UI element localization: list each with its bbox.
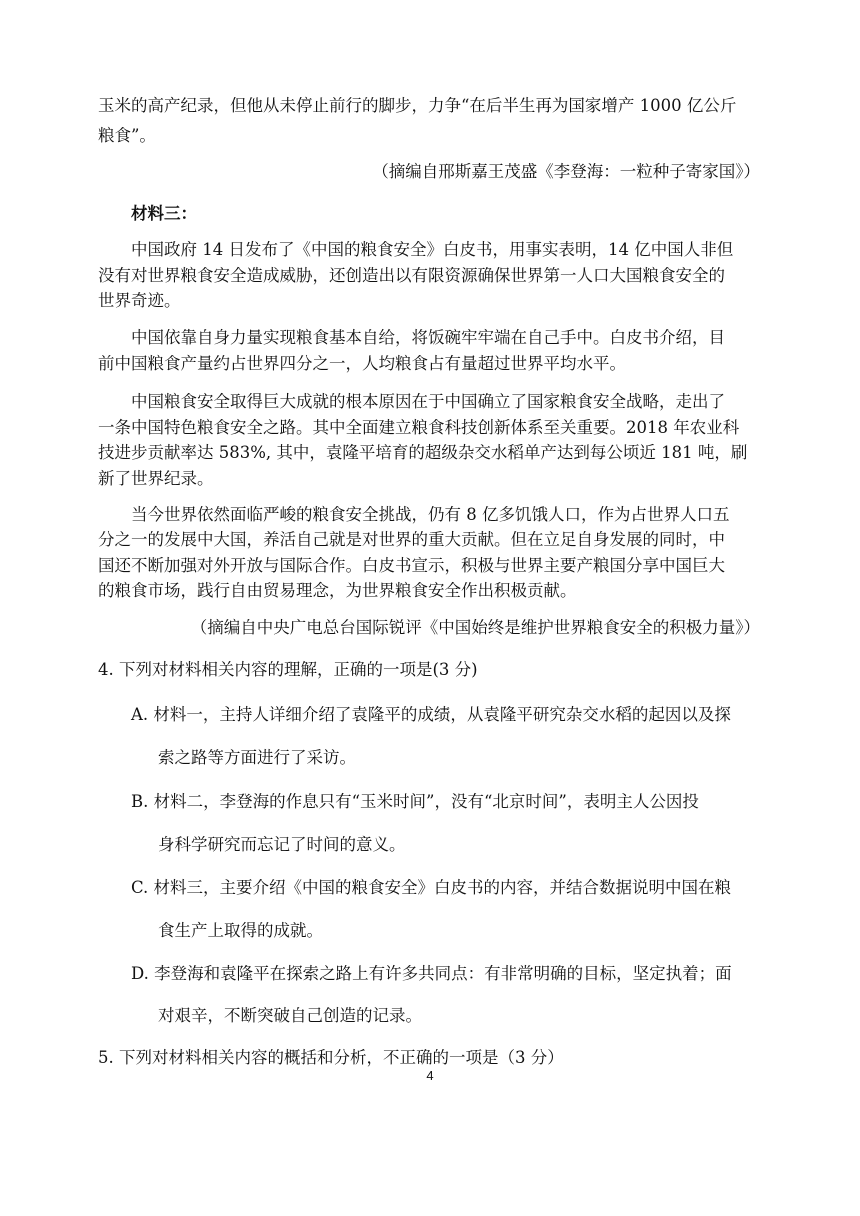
body-text-line: 国还不断加强对外开放与国际合作。白皮书宣示，积极与世界主要产粮国分享中国巨大 — [98, 556, 725, 575]
body-text-line: 前中国粮食产量约占世界四分之一，人均粮食占有量超过世界平均水平。 — [98, 354, 626, 373]
body-text-line: 的粮食市场，践行自由贸易理念，为世界粮食安全作出积极贡献。 — [98, 581, 577, 600]
source-citation: （摘编自中央广电总台国际锐评《中国始终是维护世界粮食安全的积极力量》） — [190, 618, 760, 637]
body-text-line: 玉米的高产纪录，但他从未停止前行的脚步，力争“在后半生再为国家增产 1000 亿公斤 — [98, 96, 737, 115]
body-text-line: 一条中国特色粮食安全之路。其中全面建立粮食科技创新体系至关重要。2018 年农业科 — [98, 418, 740, 437]
source-citation: （摘编自邢斯嘉王茂盛《李登海：一粒种子寄家国》） — [372, 162, 760, 181]
section-heading: 材料三： — [131, 204, 197, 223]
body-text-line: 当今世界依然面临严峻的粮食安全挑战，仍有 8 亿多饥饿人口，作为占世界人口五 — [131, 505, 730, 524]
question-4-option-d: D. 李登海和袁隆平在探索之路上有许多共同点：有非常明确的目标，坚定执着；面 — [131, 964, 732, 983]
body-text-line: 粮食”。 — [98, 126, 156, 145]
question-4-option-a: A. 材料一，主持人详细介绍了袁隆平的成绩，从袁隆平研究杂交水稻的起因以及探 — [131, 705, 731, 724]
question-4-option-c: 食生产上取得的成就。 — [158, 921, 323, 940]
body-text-line: 中国粮食安全取得巨大成就的根本原因在于中国确立了国家粮食安全战略，走出了 — [131, 392, 725, 411]
question-4-option-a: 索之路等方面进行了采访。 — [158, 748, 356, 767]
question-4-option-d: 对艰辛，不断突破自己创造的记录。 — [158, 1006, 422, 1025]
question-4-option-b: B. 材料二，李登海的作息只有“玉米时间”，没有“北京时间”，表明主人公因投 — [131, 792, 699, 811]
body-text-line: 世界奇迹。 — [98, 291, 181, 310]
question-4-option-b: 身科学研究而忘记了时间的意义。 — [158, 835, 406, 854]
body-text-line: 没有对世界粮食安全造成威胁，还创造出以有限资源确保世界第一人口大国粮食安全的 — [98, 266, 725, 285]
body-text-line: 中国依靠自身力量实现粮食基本自给，将饭碗牢牢端在自己手中。白皮书介绍，目 — [131, 328, 725, 347]
body-text-line: 中国政府 14 日发布了《中国的粮食安全》白皮书，用事实表明，14 亿中国人非但 — [131, 240, 734, 259]
body-text-line: 分之一的发展中大国，养活自己就是对世界的重大贡献。但在立足自身发展的同时，中 — [98, 530, 725, 549]
question-5-stem: 5. 下列对材料相关内容的概括和分析，不正确的一项是（3 分） — [98, 1048, 564, 1067]
question-4-stem: 4. 下列对材料相关内容的理解，正确的一项是(3 分) — [98, 660, 478, 679]
page-number: 4 — [426, 1068, 434, 1083]
question-4-option-c: C. 材料三，主要介绍《中国的粮食安全》白皮书的内容，并结合数据说明中国在粮 — [131, 878, 732, 897]
body-text-line: 技进步贡献率达 583%, 其中，袁隆平培育的超级杂交水稻单产达到每公顷近 181 吨，刷 — [98, 443, 748, 462]
body-text-line: 新了世界纪录。 — [98, 469, 214, 488]
